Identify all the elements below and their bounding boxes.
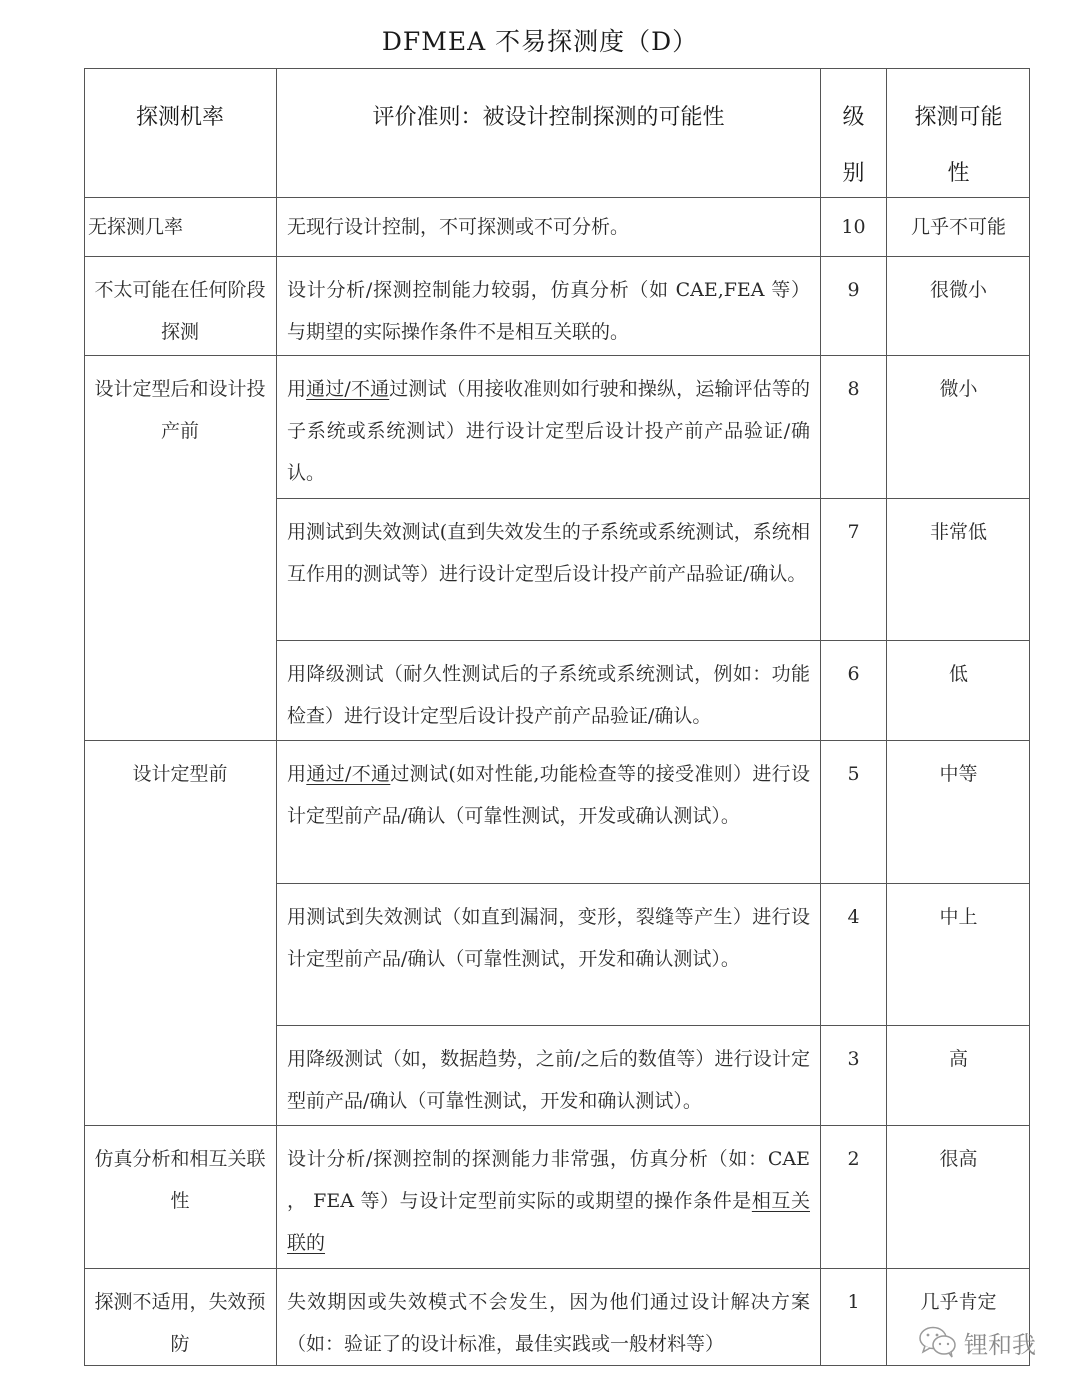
likelihood-cell: 中上 [886,883,1030,1025]
likelihood-cell: 高 [886,1025,1030,1125]
document-title: DFMEA 不易探测度（D） [381,27,699,56]
criteria-text: 失效期因或失效模式不会发生，因为他们通过设计解决方案（如：验证了的设计标准，最佳实践或一般材料等） [287,1291,810,1355]
rank-cell: 1 [820,1268,886,1366]
criteria-text: 用降级测试（耐久性测试后的子系统或系统测试，例如：功能检查）进行设计定型后设计投产前产品验证/确认。 [287,663,810,727]
group-opportunity: 探测不适用，失效预防 [84,1268,276,1366]
group-opportunity: 无探测几率 [84,197,276,256]
likelihood-cell: 很微小 [886,256,1030,355]
criteria-text: 用 [287,378,307,400]
header-criteria: 评价准则：被设计控制探测的可能性 [276,68,820,197]
rank-cell: 4 [820,883,886,1025]
watermark-text: 锂和我 [964,1330,1036,1359]
watermark [918,1322,1036,1362]
criteria-cell [276,256,820,355]
criteria-underlined-text: 相互关联的 [287,1190,810,1254]
group-opportunity: 仿真分析和相互关联性 [84,1125,276,1268]
criteria-cell [276,1125,820,1268]
criteria-text: 用降级测试（如，数据趋势，之前/之后的数值等）进行设计定型前产品/确认（可靠性测试，开发和确认测试）。 [287,1048,810,1112]
rank-cell: 10 [820,197,886,256]
criteria-cell [276,197,820,256]
likelihood-cell: 很高 [886,1125,1030,1268]
criteria-text: 过测试(如对性能,功能检查等的接受准则）进行设计定型前产品/确认（可靠性测试，开发或确认测试）。 [287,763,810,827]
rank-cell: 7 [820,498,886,640]
likelihood-cell: 低 [886,640,1030,740]
group-opportunity: 设计定型后和设计投产前 [84,355,276,740]
likelihood-cell: 几乎肯定 [886,1268,1030,1366]
criteria-underlined-text: 通过/不通 [306,763,391,785]
criteria-cell [276,740,820,883]
header-likelihood-line2: 性 [947,161,970,186]
criteria-cell [276,1025,820,1125]
rank-cell: 5 [820,740,886,883]
rank-cell: 8 [820,355,886,498]
rank-cell: 9 [820,256,886,355]
criteria-cell [276,498,820,640]
likelihood-cell: 微小 [886,355,1030,498]
criteria-cell [276,640,820,740]
header-rank [820,68,886,197]
criteria-text: 用 [287,763,307,785]
detection-rating-table [84,68,1030,1366]
group-opportunity: 不太可能在任何阶段探测 [84,256,276,355]
criteria-text: 设计分析/探测控制的探测能力非常强，仿真分析（如：CAE ， FEA 等）与设计定型前实际的或期望的操作条件是 [287,1148,810,1212]
criteria-underlined-text: 通过/不通 [306,378,390,400]
header-rank-line2: 别 [842,161,865,186]
wechat-icon [918,1325,958,1359]
criteria-text: 过测试（用接收准则如行驶和操纵，运输评估等的子系统或系统测试）进行设计定型后设计投产前产品验证/确认。 [287,378,810,484]
criteria-cell [276,883,820,1025]
likelihood-cell: 几乎不可能 [886,197,1030,256]
rank-cell: 3 [820,1025,886,1125]
likelihood-cell: 中等 [886,740,1030,883]
criteria-text: 设计分析/探测控制能力较弱，仿真分析（如 CAE,FEA 等）与期望的实际操作条件不是相互关联的。 [287,279,810,343]
header-likelihood [886,68,1030,197]
criteria-cell [276,1268,820,1366]
rank-cell: 2 [820,1125,886,1268]
criteria-cell [276,355,820,498]
criteria-text: 用测试到失效测试(直到失效发生的子系统或系统测试，系统相互作用的测试等）进行设计定型后设计投产前产品验证/确认。 [287,521,810,585]
group-opportunity: 设计定型前 [84,740,276,1125]
header-opportunity: 探测机率 [135,105,224,130]
header-likelihood-line1: 探测可能 [914,105,1003,130]
rank-cell: 6 [820,640,886,740]
criteria-text: 用测试到失效测试（如直到漏洞，变形，裂缝等产生）进行设计定型前产品/确认（可靠性测试，开发和确认测试）。 [287,906,810,970]
header-rank-line1: 级 [842,105,865,130]
likelihood-cell: 非常低 [886,498,1030,640]
criteria-text: 无现行设计控制，不可探测或不可分析。 [287,216,630,238]
